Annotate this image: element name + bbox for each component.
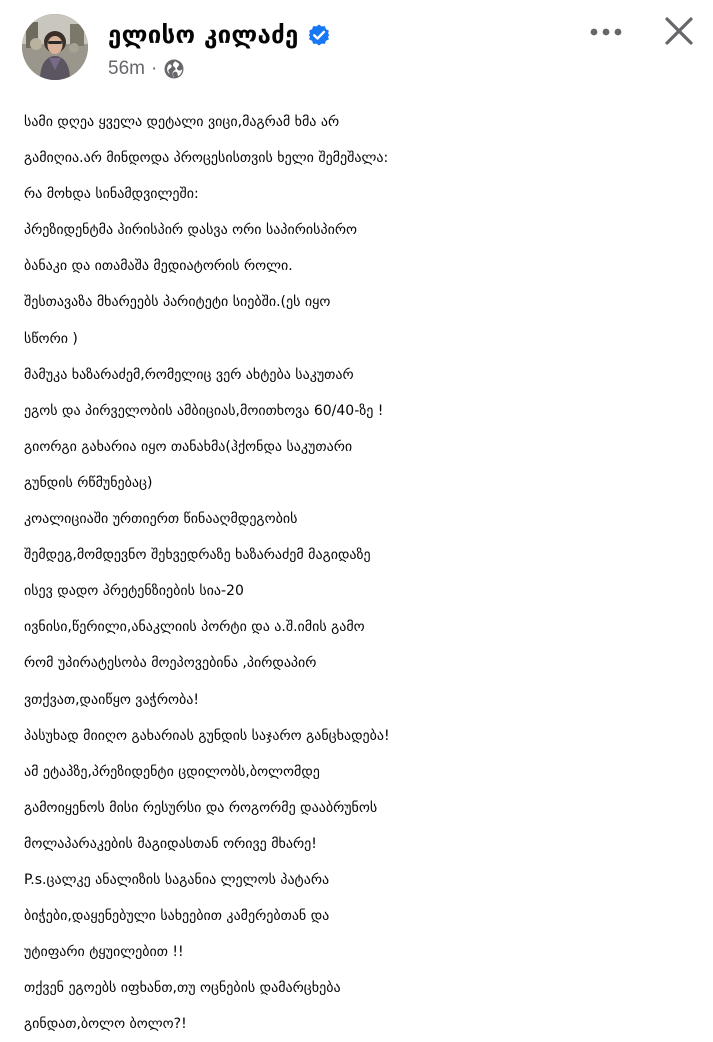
post-text-line: მამუკა ხაზარაძემ,რომელიც ვერ ახტება საკუთარ bbox=[24, 366, 354, 383]
post-text-line: ბიჭები,დაყენებული სახეებით კამერებთან და bbox=[24, 908, 330, 925]
verified-badge-icon bbox=[307, 23, 331, 47]
post-text-line: გიორგი გახარია იყო თანახმა(ჰქონდა საკუთარი bbox=[24, 438, 353, 455]
close-button[interactable] bbox=[656, 8, 702, 54]
post-text-line: უტიფარი ტყუილებით !! bbox=[24, 944, 184, 961]
post-text-line: გინდათ,ბოლო ბოლო?! bbox=[24, 1016, 187, 1033]
post-text-line: გამოიყენოს მისი რესურსი და როგორმე დააბრუნოს bbox=[24, 799, 378, 816]
post-text-line: ვთქვათ,დაიწყო ვაჭრობა! bbox=[24, 691, 199, 708]
meta-separator: · bbox=[150, 58, 158, 79]
post-text-line: რომ უპირატესობა მოეპოვებინა ,პირდაპირ bbox=[24, 655, 317, 672]
avatar[interactable] bbox=[22, 14, 88, 80]
post-text-line: სამი დღეა ყველა დეტალი ვიცი,მაგრამ ხმა არ bbox=[24, 114, 340, 130]
post-header bbox=[0, 0, 713, 96]
more-options-button[interactable] bbox=[584, 10, 628, 54]
close-icon bbox=[664, 16, 694, 46]
post-text-line: პრეზიდენტმა პირისპირ დასვა ორი საპირისპირო bbox=[24, 222, 357, 239]
post-text-line: ბანაკი და ითამაშა მედიატორის როლი. bbox=[24, 258, 293, 275]
post-text-line: P.s.ცალკე ანალიზის საგანია ლელოს პატარა bbox=[24, 871, 330, 888]
post-text-line: ისევ დადო პრეტენზიების სია-20 bbox=[24, 583, 244, 600]
post-text-line: გამიღია.არ მინდოდა პროცესისთვის ხელი შემეშალა: bbox=[24, 150, 389, 167]
post-text-line: რა მოხდა სინამდვილეში: bbox=[24, 186, 199, 203]
post-text-line: ამ ეტაპზე,პრეზიდენტი ცდილობს,ბოლომდე bbox=[24, 763, 320, 780]
post-timestamp[interactable]: 56m bbox=[108, 58, 145, 79]
post-text-line: შესთავაზა მხარეებს პარიტეტი სიებში.(ეს იყო bbox=[24, 294, 331, 311]
post-meta bbox=[108, 56, 185, 82]
post-text-line: შემდეგ,მომდევნო შეხვედრაზე ხაზარაძემ მაგიდაზე bbox=[24, 547, 371, 564]
globe-icon[interactable] bbox=[163, 58, 185, 80]
post-text-line: კოალიციაში ურთიერთ წინააღმდეგობის bbox=[24, 511, 298, 528]
post-text-line: თქვენ ეგოებს იფხანთ,თუ ოცნების დამარცხება bbox=[24, 980, 341, 997]
post-text-line: ივნისი,წერილი,ანაკლიის პორტი და ა.შ.იმის გამო bbox=[24, 619, 365, 636]
post-text-line: პასუხად მიიღო გახარიას გუნდის საჯარო განცხადება! bbox=[24, 727, 390, 744]
avatar-photo bbox=[22, 14, 88, 80]
author-name[interactable]: ელისო კილაძე bbox=[108, 21, 299, 49]
post-body bbox=[24, 104, 704, 1042]
post-text-line: გუნდის რწმუნებაც) bbox=[24, 474, 153, 491]
post-text-line: ეგოს და პირველობის ამბიციას,მოითხოვა 60/40-ზე ! bbox=[24, 402, 384, 419]
more-dots-icon bbox=[590, 27, 622, 37]
author-row bbox=[108, 16, 331, 54]
post-text-line: სწორი ) bbox=[24, 330, 78, 347]
post-text-line: მოლაპარაკების მაგიდასთან ორივე მხარე! bbox=[24, 835, 317, 852]
